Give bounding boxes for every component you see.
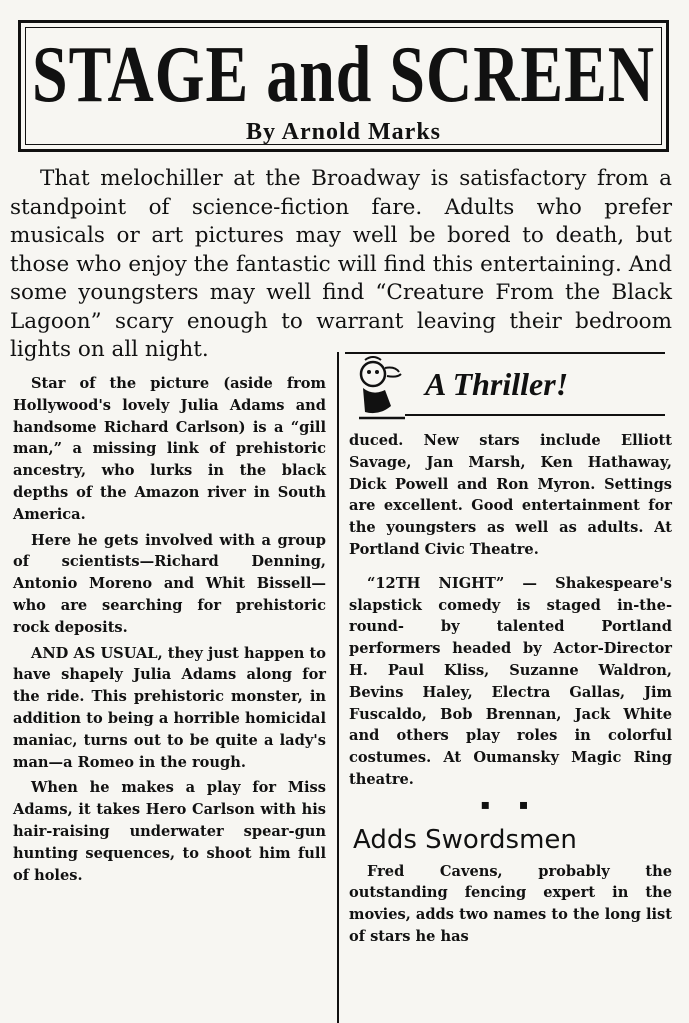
banner-bottom-rule — [405, 414, 665, 416]
right-paragraph-2: “12TH NIGHT” — Shakespeare's slapstick comedy is staged in-the-round- by talented Portland performers headed by Actor-Director H. Paul Kliss, Suzanne Waldron, Bevins Haley, Electra Gallas, Jim Fuscaldo, Bob Brennan, Jack White and others play roles in colorful costumes. At Oumansky Magic Ring theatre. — [349, 574, 672, 788]
section-separator: ▪ ▪ — [480, 796, 541, 813]
subheading: Adds Swordsmen — [353, 824, 577, 855]
right-column — [349, 430, 672, 952]
byline: By Arnold Marks — [245, 119, 442, 145]
column-divider — [337, 352, 339, 1023]
masthead — [18, 20, 669, 152]
left-column — [13, 373, 326, 890]
right-paragraph-3: Fred Cavens, probably the outstanding fencing expert in the movies, adds two names to the long list of stars he has — [349, 862, 672, 945]
banner-label: A Thriller! — [425, 366, 569, 402]
lead-paragraph — [10, 165, 672, 365]
cartoon-figure-icon — [349, 356, 411, 420]
lead-text: That melochiller at the Broadway is satisfactory from a standpoint of science-fiction fare. Adults who prefer musicals or art pictures may well be bored to death, but those who enjoy the fantastic will find this entertaining. And some youngsters may well find “Creature From the Black Lagoon” scary enough to warrant leaving their bedroom lights on all night. — [10, 166, 672, 362]
left-paragraph-1: Star of the picture (aside from Hollywood's lovely Julia Adams and handsome Richard Carlson) is a “gill man,” a missing link of prehistoric ancestry, who lurks in the black depths of the Amazon river in South America. — [13, 375, 326, 523]
banner-top-rule — [345, 352, 665, 354]
left-paragraph-2: Here he gets involved with a group of scientists—Richard Denning, Antonio Moreno and Whit Bissell—who are searching for prehistoric rock deposits. — [13, 531, 326, 636]
column-title: STAGE and SCREEN — [31, 29, 656, 119]
left-paragraph-3: AND AS USUAL, they just happen to have shapely Julia Adams along for the ride. This prehistoric monster, in addition to being a horrible homicidal maniac, turns out to be quite a lady's man—a Romeo in the rough. — [13, 644, 326, 771]
right-paragraph-1: duced. New stars include Elliott Savage, Jan Marsh, Ken Hathaway, Dick Powell and Ron Myron. Settings are excellent. Good entertainment for the youngsters as well as adults. At Portland Civic Theatre. — [349, 432, 672, 558]
left-paragraph-4: When he makes a play for Miss Adams, it takes Hero Carlson with his hair-raising underwater spear-gun hunting sequences, to shoot him full of holes. — [13, 779, 326, 884]
thriller-banner — [345, 350, 665, 422]
